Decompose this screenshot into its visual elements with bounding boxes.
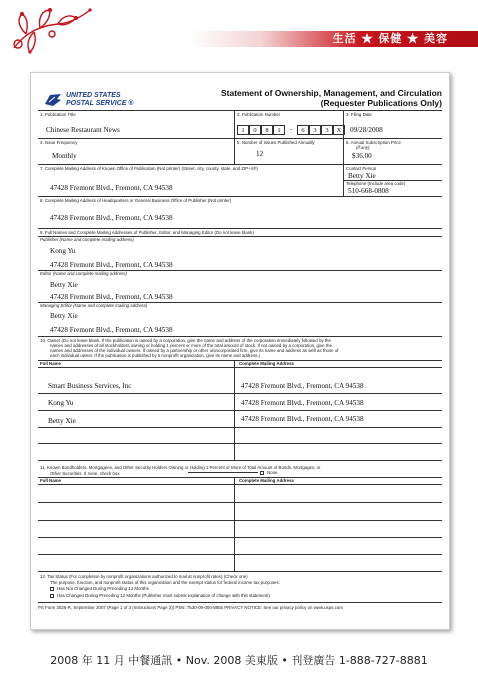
owner-name[interactable]: Kong Yu — [48, 399, 74, 407]
form-title — [178, 88, 442, 108]
office-address[interactable]: 47428 Fremont Blvd., Fremont, CA 94538 — [50, 184, 173, 192]
field-11-label-a: 11. Known Bondholders, Mortgagees, and Other Security Holders Owning or Holding 1 Percent or More of Total Amount of Bonds, Mortgages, or — [40, 465, 321, 470]
filing-date[interactable]: 09/28/2008 — [350, 126, 383, 134]
pubnum-digit: 1 — [273, 125, 285, 135]
pubnum-digit: 8 — [261, 125, 273, 135]
field-2-label: 2. Publication Number — [237, 112, 281, 117]
editor-name[interactable]: Betty Xie — [50, 281, 78, 289]
owner-address[interactable]: 47428 Fremont Blvd., Fremont, CA 94538 — [241, 399, 364, 407]
field-10-label-a: 10. Owner (Do not leave blank. If the publication is owned by a corporation, give the name and address of the corporation immediately followed by the — [40, 338, 331, 343]
floral-ornament-icon — [6, 4, 96, 56]
eagle-logo-icon — [44, 92, 62, 108]
pubnum-digit: 3 — [309, 125, 321, 135]
editor-address[interactable]: 47428 Fremont Blvd., Fremont, CA 94538 — [50, 293, 173, 301]
tax-not-changed-label: Has Not Changed During Preceding 12 Months — [57, 586, 149, 591]
pubnum-dash: - — [289, 126, 293, 133]
owner-col-fullname: Full Name — [40, 361, 61, 366]
owner-address[interactable]: 47428 Fremont Blvd., Fremont, CA 94538 — [241, 382, 364, 390]
pubnum-digit: 0 — [249, 125, 261, 135]
publisher-address[interactable]: 47428 Fremont Blvd., Fremont, CA 94538 — [50, 261, 173, 269]
issues-per-year[interactable]: 12 — [256, 150, 264, 158]
issue-frequency[interactable]: Monthly — [52, 152, 77, 160]
publisher-label: Publisher (Name and complete mailing address) — [40, 237, 134, 242]
bond-col-fullname: Full Name — [40, 478, 61, 483]
contact-person[interactable]: Betty Xie — [348, 172, 376, 180]
usps-line1: UNITED STATES — [66, 92, 121, 99]
field-5-label: 5. Number of Issues Published Annually — [237, 140, 315, 145]
field-1-label: 1. Publication Title — [40, 112, 76, 117]
field-10-label-b: names and addresses of all stockholders owning or holding 1 percent or more of the total amount of stock. If not owned by a corporation, give the — [50, 343, 332, 348]
owner-name[interactable]: Smart Business Services, Inc — [48, 382, 132, 390]
form-title-line1: Statement of Ownership, Management, and Circulation — [220, 88, 442, 98]
field-12-label-b: The purpose, function, and nonprofit status of this organization and the exempt status for federal income tax purposes: — [50, 580, 280, 585]
tax-not-changed-checkbox[interactable] — [50, 587, 54, 591]
form-footer: PS Form 3526-R, September 2007 (Page 1 of 3 (Instructions Page 3)) PSN: 7530-09-000-8855 PRIVACY NOTICE: See our privacy policy on www.usps.com — [38, 605, 343, 610]
owner-col-address: Complete Mailing Address — [239, 361, 294, 366]
phone-number[interactable]: 510-668-0808 — [348, 187, 389, 195]
form-title-line2: (Requester Publications Only) — [320, 98, 442, 108]
field-10-label-d: each individual owner. If the publication is published by a nonprofit organization, give its name and address.) — [50, 353, 261, 358]
field-3-label: 3. Filing Date — [346, 112, 372, 117]
editor-label: Editor (Name and complete mailing address) — [40, 271, 127, 276]
phone-label: Telephone (Include area code) — [346, 181, 406, 186]
field-10-label-c: names and addresses of the individual owners. If owned by a partnership or other unincorporated firm, give its name and address as well as those of — [50, 348, 339, 353]
publication-title[interactable]: Chinese Restaurant News — [46, 126, 120, 134]
contact-label: Contact Person — [346, 166, 377, 171]
owner-address[interactable]: 47428 Fremont Blvd., Fremont, CA 94538 — [241, 415, 364, 423]
bond-col-address: Complete Mailing Address — [239, 478, 294, 483]
publisher-name[interactable]: Kong Yu — [50, 247, 76, 255]
headquarters-address[interactable]: 47428 Fremont Blvd., Fremont, CA 94538 — [50, 214, 173, 222]
tax-changed-label: Has Changed During Preceding 12 Months (Publisher must submit explanation of change with this statement) — [57, 593, 270, 598]
usps-logo — [44, 92, 154, 112]
header-banner — [0, 0, 478, 58]
pubnum-digit: X — [333, 125, 345, 135]
ps-form-3526r — [38, 84, 442, 622]
field-9-label: 9. Full Names and Complete Mailing Addresses of Publisher, Editor, and Managing Editor (Do not leave blank) — [40, 230, 254, 235]
pubnum-digit: 6 — [297, 125, 309, 135]
field-6-label: 6. Annual Subscription Price — [346, 140, 401, 145]
field-12-label-a: 12. Tax Status (For completion by nonprofit organizations authorized to mail at nonprofit rates) (Check one) — [40, 574, 248, 579]
pubnum-digit: 1 — [237, 125, 249, 135]
field-6-sublabel: (if any) — [356, 145, 370, 150]
none-checkbox[interactable] — [260, 471, 264, 475]
field-8-label: 8. Complete Mailing Address of Headquarters or General Business Office of Publisher (Not printer) — [40, 198, 232, 203]
field-7-label: 7. Complete Mailing Address of Known Office of Publication (Not printer) (Street, city, county, state, and ZIP+4®) — [40, 166, 258, 171]
subscription-price[interactable]: $36.00 — [352, 152, 372, 160]
owner-name[interactable]: Betty Xie — [48, 417, 76, 425]
pubnum-digit: 3 — [321, 125, 333, 135]
tax-changed-checkbox[interactable] — [50, 594, 54, 598]
usps-line2: POSTAL SERVICE ® — [66, 100, 134, 107]
none-label: None — [267, 470, 278, 475]
field-4-label: 4. Issue Frequency — [40, 140, 78, 145]
managing-editor-label: Managing Editor (Name and complete mailing address) — [40, 303, 148, 308]
managing-editor-name[interactable]: Betty Xie — [50, 312, 78, 320]
managing-editor-address[interactable]: 47428 Fremont Blvd., Fremont, CA 94538 — [50, 326, 173, 334]
page-caption: 2008 年 11 月 中餐通訊 • Nov. 2008 美東版 • 刊登廣告 1-888-727-8881 — [50, 654, 428, 667]
field-11-label-b: Other Securities. If none, check box — [50, 471, 120, 476]
banner-title: 生活 ★ 保健 ★ 美容 — [332, 32, 448, 45]
